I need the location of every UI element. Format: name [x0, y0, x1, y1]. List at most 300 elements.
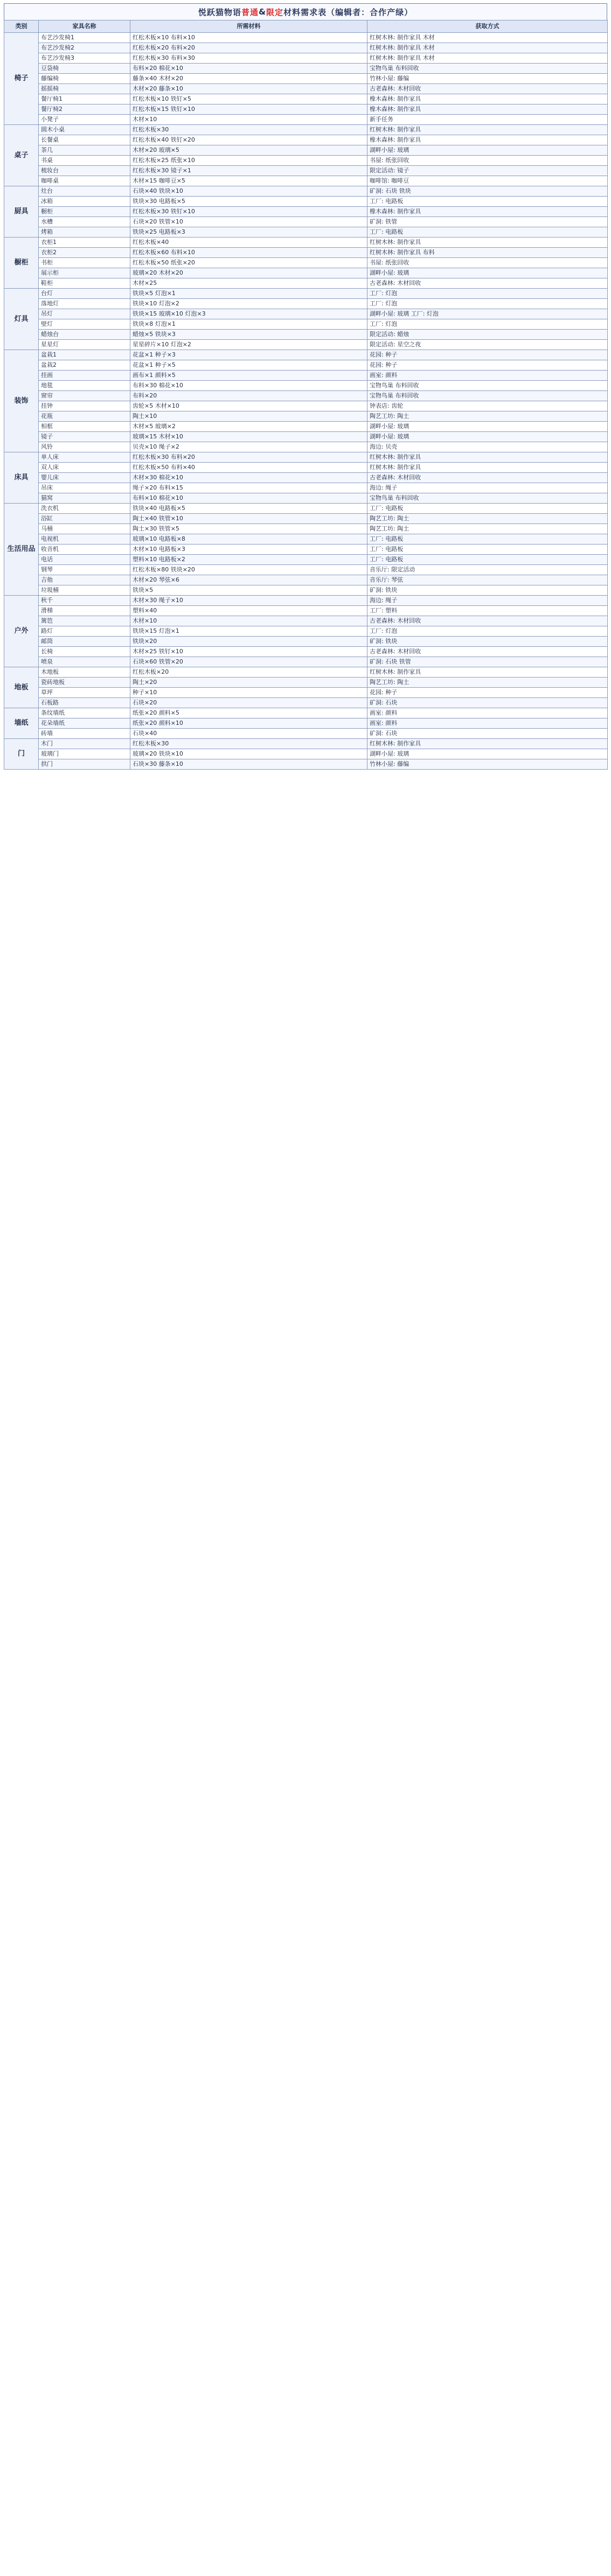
item-name-cell: 单人床	[39, 452, 130, 463]
materials-cell: 木材×20 藤条×10	[130, 84, 367, 94]
materials-cell: 花盆×1 种子×3	[130, 350, 367, 360]
source-cell: 工厂: 灯泡	[367, 299, 608, 309]
materials-cell: 木材×25	[130, 278, 367, 289]
sheet-title	[4, 3, 607, 20]
table-row	[4, 391, 608, 401]
table-row	[4, 84, 608, 94]
source-cell: 橡木森林: 制作家具	[367, 104, 608, 115]
materials-cell: 红松木板×10 布料×10	[130, 33, 367, 43]
materials-cell: 塑料×10 电路板×2	[130, 555, 367, 565]
header-name: 家具名称	[39, 20, 130, 33]
materials-cell: 布料×10 棉花×10	[130, 493, 367, 504]
table-row	[4, 667, 608, 678]
source-cell: 红树木林: 制作家具	[367, 452, 608, 463]
source-cell: 古老森林: 木材回收	[367, 647, 608, 657]
header-row	[4, 20, 608, 33]
materials-cell: 陶土×30 铁管×5	[130, 524, 367, 534]
header-materials: 所需材料	[130, 20, 367, 33]
source-cell: 咖啡馆: 咖啡豆	[367, 176, 608, 186]
table-row	[4, 729, 608, 739]
item-name-cell: 砖墙	[39, 729, 130, 739]
item-name-cell: 马桶	[39, 524, 130, 534]
materials-cell: 红松木板×20 布料×20	[130, 43, 367, 53]
materials-cell: 铁块×25 电路板×3	[130, 227, 367, 238]
source-cell: 古老森林: 木材回收	[367, 473, 608, 483]
table-row	[4, 759, 608, 770]
materials-cell: 玻璃×20 铁块×10	[130, 749, 367, 759]
source-cell: 限定活动: 蜡烛	[367, 330, 608, 340]
materials-cell: 木材×20 玻璃×5	[130, 145, 367, 156]
materials-cell: 木材×10	[130, 115, 367, 125]
item-name-cell: 猫窝	[39, 493, 130, 504]
item-name-cell: 长餐桌	[39, 135, 130, 145]
item-name-cell: 吊灯	[39, 309, 130, 319]
table-row	[4, 248, 608, 258]
category-cell: 墙纸	[4, 708, 39, 739]
title-seg2: 限定	[266, 7, 284, 17]
materials-cell: 红松木板×30 布料×20	[130, 452, 367, 463]
source-cell: 矿洞: 铁管	[367, 217, 608, 227]
item-name-cell: 滑梯	[39, 606, 130, 616]
table-row	[4, 606, 608, 616]
source-cell: 海边: 绳子	[367, 596, 608, 606]
item-name-cell: 电视机	[39, 534, 130, 544]
table-body	[4, 33, 608, 770]
source-cell: 湖畔小屋: 玻璃	[367, 432, 608, 442]
source-cell: 矿洞: 铁块	[367, 637, 608, 647]
materials-cell: 红松木板×25 纸张×10	[130, 156, 367, 166]
item-name-cell: 婴儿床	[39, 473, 130, 483]
item-name-cell: 地毯	[39, 381, 130, 391]
table-row	[4, 473, 608, 483]
materials-cell: 陶土×10	[130, 411, 367, 422]
table-row	[4, 207, 608, 217]
materials-cell: 贝壳×10 绳子×2	[130, 442, 367, 452]
materials-cell: 纸张×20 颜料×5	[130, 708, 367, 718]
materials-cell: 铁块×30 电路板×5	[130, 197, 367, 207]
source-cell: 工厂: 塑料	[367, 606, 608, 616]
table-row	[4, 268, 608, 278]
item-name-cell: 相框	[39, 422, 130, 432]
materials-cell: 红松木板×30 铁钉×10	[130, 207, 367, 217]
source-cell: 橡木森林: 制作家具	[367, 135, 608, 145]
source-cell: 矿洞: 石块 铁管	[367, 657, 608, 667]
item-name-cell: 吊床	[39, 483, 130, 493]
item-name-cell: 布艺沙发椅1	[39, 33, 130, 43]
item-name-cell: 衣柜1	[39, 238, 130, 248]
item-name-cell: 书柜	[39, 258, 130, 268]
category-cell: 地板	[4, 667, 39, 708]
table-row	[4, 278, 608, 289]
source-cell: 红树木林: 制作家具 木材	[367, 43, 608, 53]
table-row	[4, 575, 608, 585]
table-row	[4, 688, 608, 698]
source-cell: 陶艺工坊: 陶土	[367, 678, 608, 688]
item-name-cell: 木门	[39, 739, 130, 749]
materials-cell: 红松木板×30	[130, 739, 367, 749]
materials-cell: 铁块×40 电路板×5	[130, 504, 367, 514]
source-cell: 宝物鸟巢 布料回收	[367, 493, 608, 504]
source-cell: 宝物鸟巢 布料回收	[367, 64, 608, 74]
table-row	[4, 238, 608, 248]
source-cell: 湖畔小屋: 玻璃	[367, 749, 608, 759]
materials-cell: 玻璃×10 电路板×8	[130, 534, 367, 544]
table-row	[4, 166, 608, 176]
item-name-cell: 邮筒	[39, 637, 130, 647]
source-cell: 工厂: 电路板	[367, 555, 608, 565]
source-cell: 竹林小屋: 藤编	[367, 759, 608, 770]
item-name-cell: 草坪	[39, 688, 130, 698]
source-cell: 红树木林: 制作家具	[367, 667, 608, 678]
item-name-cell: 花朵墙纸	[39, 718, 130, 729]
source-cell: 花园: 种子	[367, 360, 608, 371]
materials-cell: 石块×40	[130, 729, 367, 739]
category-cell: 厨具	[4, 186, 39, 238]
table-row	[4, 125, 608, 135]
table-row	[4, 698, 608, 708]
materials-cell: 木材×20 琴弦×6	[130, 575, 367, 585]
materials-cell: 藤条×40 木材×20	[130, 74, 367, 84]
table-row	[4, 647, 608, 657]
table-row	[4, 135, 608, 145]
table-row	[4, 176, 608, 186]
item-name-cell: 茶几	[39, 145, 130, 156]
item-name-cell: 咖啡桌	[39, 176, 130, 186]
item-name-cell: 吉他	[39, 575, 130, 585]
item-name-cell: 木地板	[39, 667, 130, 678]
materials-cell: 铁块×8 灯泡×1	[130, 319, 367, 330]
source-cell: 限定活动: 镜子	[367, 166, 608, 176]
table-row	[4, 145, 608, 156]
category-cell: 灯具	[4, 289, 39, 350]
source-cell: 红树木林: 制作家具	[367, 238, 608, 248]
item-name-cell: 小凳子	[39, 115, 130, 125]
item-name-cell: 拱门	[39, 759, 130, 770]
materials-cell: 红松木板×50 布料×40	[130, 463, 367, 473]
materials-cell: 红松木板×10 铁钉×5	[130, 94, 367, 104]
source-cell: 钟表店: 齿轮	[367, 401, 608, 411]
category-cell: 床具	[4, 452, 39, 504]
materials-cell: 木材×25 铁钉×10	[130, 647, 367, 657]
table-row	[4, 708, 608, 718]
category-cell: 生活用品	[4, 504, 39, 596]
source-cell: 矿洞: 石块	[367, 698, 608, 708]
table-row	[4, 524, 608, 534]
materials-cell: 红松木板×30 镜子×1	[130, 166, 367, 176]
source-cell: 红树木林: 制作家具	[367, 739, 608, 749]
table-row	[4, 94, 608, 104]
table-row	[4, 217, 608, 227]
table-row	[4, 718, 608, 729]
source-cell: 陶艺工坊: 陶土	[367, 411, 608, 422]
item-name-cell: 梳妆台	[39, 166, 130, 176]
source-cell: 画室: 颜料	[367, 718, 608, 729]
materials-cell: 玻璃×20 木材×20	[130, 268, 367, 278]
item-name-cell: 灶台	[39, 186, 130, 197]
item-name-cell: 花瓶	[39, 411, 130, 422]
materials-cell: 红松木板×30	[130, 125, 367, 135]
materials-cell: 铁块×15 玻璃×10 灯泡×3	[130, 309, 367, 319]
title-prefix: 悦跃猫物语	[198, 7, 241, 17]
materials-cell: 木材×15 咖啡豆×5	[130, 176, 367, 186]
item-name-cell: 餐厅椅1	[39, 94, 130, 104]
source-cell: 湖畔小屋: 玻璃	[367, 145, 608, 156]
source-cell: 湖畔小屋: 玻璃 工厂: 灯泡	[367, 309, 608, 319]
table-row	[4, 534, 608, 544]
materials-cell: 纸张×20 颜料×10	[130, 718, 367, 729]
source-cell: 红树木林: 制作家具 木材	[367, 33, 608, 43]
item-name-cell: 篱笆	[39, 616, 130, 626]
table-row	[4, 616, 608, 626]
item-name-cell: 豆袋椅	[39, 64, 130, 74]
item-name-cell: 秋千	[39, 596, 130, 606]
source-cell: 新手任务	[367, 115, 608, 125]
table-row	[4, 514, 608, 524]
table-row	[4, 657, 608, 667]
table-row	[4, 381, 608, 391]
source-cell: 海边: 贝壳	[367, 442, 608, 452]
table-row	[4, 585, 608, 596]
source-cell: 工厂: 灯泡	[367, 626, 608, 637]
item-name-cell: 风铃	[39, 442, 130, 452]
source-cell: 竹林小屋: 藤编	[367, 74, 608, 84]
materials-cell: 木材×30 棉花×10	[130, 473, 367, 483]
materials-cell: 石块×20 铁管×10	[130, 217, 367, 227]
materials-cell: 玻璃×15 木材×10	[130, 432, 367, 442]
materials-cell: 红松木板×60 布料×10	[130, 248, 367, 258]
source-cell: 红树木林: 制作家具 木材	[367, 53, 608, 64]
table-row	[4, 739, 608, 749]
item-name-cell: 窗帘	[39, 391, 130, 401]
table-row	[4, 309, 608, 319]
materials-sheet	[4, 3, 607, 770]
table-row	[4, 64, 608, 74]
materials-cell: 铁块×5	[130, 585, 367, 596]
item-name-cell: 展示柜	[39, 268, 130, 278]
item-name-cell: 盆栽2	[39, 360, 130, 371]
source-cell: 海边: 绳子	[367, 483, 608, 493]
materials-cell: 布料×20 棉花×10	[130, 64, 367, 74]
source-cell: 工厂: 电路板	[367, 227, 608, 238]
source-cell: 工厂: 灯泡	[367, 319, 608, 330]
item-name-cell: 钢琴	[39, 565, 130, 575]
materials-cell: 石块×30 藤条×10	[130, 759, 367, 770]
item-name-cell: 橱柜	[39, 207, 130, 217]
table-row	[4, 299, 608, 309]
source-cell: 工厂: 电路板	[367, 534, 608, 544]
table-row	[4, 493, 608, 504]
item-name-cell: 喷泉	[39, 657, 130, 667]
item-name-cell: 台灯	[39, 289, 130, 299]
materials-cell: 布料×30 棉花×10	[130, 381, 367, 391]
item-name-cell: 路灯	[39, 626, 130, 637]
table-row	[4, 186, 608, 197]
source-cell: 宝物鸟巢 布料回收	[367, 391, 608, 401]
source-cell: 书屋: 纸张回收	[367, 156, 608, 166]
table-row	[4, 555, 608, 565]
table-row	[4, 340, 608, 350]
source-cell: 音乐厅: 限定活动	[367, 565, 608, 575]
source-cell: 湖畔小屋: 玻璃	[367, 422, 608, 432]
materials-cell: 花盆×1 种子×5	[130, 360, 367, 371]
source-cell: 古老森林: 木材回收	[367, 278, 608, 289]
item-name-cell: 石板路	[39, 698, 130, 708]
title-seg1: 普通	[241, 7, 259, 17]
source-cell: 矿洞: 铁块	[367, 585, 608, 596]
item-name-cell: 双人床	[39, 463, 130, 473]
materials-cell: 画布×1 颜料×5	[130, 371, 367, 381]
item-name-cell: 壁灯	[39, 319, 130, 330]
table-row	[4, 115, 608, 125]
source-cell: 湖畔小屋: 玻璃	[367, 268, 608, 278]
source-cell: 花园: 种子	[367, 350, 608, 360]
header-category: 类别	[4, 20, 39, 33]
materials-cell: 铁块×10 灯泡×2	[130, 299, 367, 309]
item-name-cell: 玻璃门	[39, 749, 130, 759]
item-name-cell: 水槽	[39, 217, 130, 227]
category-cell: 门	[4, 739, 39, 770]
item-name-cell: 布艺沙发椅3	[39, 53, 130, 64]
materials-cell: 红松木板×40	[130, 238, 367, 248]
materials-cell: 木材×5 玻璃×2	[130, 422, 367, 432]
table-row	[4, 626, 608, 637]
source-cell: 古老森林: 木材回收	[367, 84, 608, 94]
item-name-cell: 收音机	[39, 544, 130, 555]
materials-cell: 石块×40 铁块×10	[130, 186, 367, 197]
table-row	[4, 227, 608, 238]
source-cell: 红树木林: 制作家具 布料	[367, 248, 608, 258]
item-name-cell: 电话	[39, 555, 130, 565]
table-row	[4, 43, 608, 53]
materials-cell: 布料×20	[130, 391, 367, 401]
item-name-cell: 蜡烛台	[39, 330, 130, 340]
item-name-cell: 冰箱	[39, 197, 130, 207]
materials-cell: 石块×60 铁管×20	[130, 657, 367, 667]
source-cell: 红树木林: 制作家具	[367, 463, 608, 473]
table-row	[4, 411, 608, 422]
source-cell: 古老森林: 木材回收	[367, 616, 608, 626]
materials-cell: 木材×30 绳子×10	[130, 596, 367, 606]
table-row	[4, 350, 608, 360]
table-row	[4, 258, 608, 268]
table-row	[4, 565, 608, 575]
source-cell: 工厂: 灯泡	[367, 289, 608, 299]
table-row	[4, 422, 608, 432]
item-name-cell: 星星灯	[39, 340, 130, 350]
source-cell: 工厂: 电路板	[367, 197, 608, 207]
materials-cell: 蜡烛×5 铁块×3	[130, 330, 367, 340]
table-row	[4, 678, 608, 688]
item-name-cell: 烤箱	[39, 227, 130, 238]
table-row	[4, 33, 608, 43]
materials-cell: 星星碎片×10 灯泡×2	[130, 340, 367, 350]
materials-cell: 木材×10 电路板×3	[130, 544, 367, 555]
materials-cell: 红松木板×30 布料×30	[130, 53, 367, 64]
table-row	[4, 401, 608, 411]
table-row	[4, 74, 608, 84]
table-row	[4, 371, 608, 381]
source-cell: 陶艺工坊: 陶土	[367, 524, 608, 534]
source-cell: 红树木林: 制作家具	[367, 125, 608, 135]
item-name-cell: 鞋柜	[39, 278, 130, 289]
table-row	[4, 596, 608, 606]
item-name-cell: 藤编椅	[39, 74, 130, 84]
source-cell: 矿洞: 石块 铁块	[367, 186, 608, 197]
category-cell: 橱柜	[4, 238, 39, 289]
item-name-cell: 洗衣机	[39, 504, 130, 514]
materials-cell: 红松木板×40 铁钉×20	[130, 135, 367, 145]
source-cell: 矿洞: 石块	[367, 729, 608, 739]
item-name-cell: 瓷砖地板	[39, 678, 130, 688]
materials-cell: 陶土×40 铁管×10	[130, 514, 367, 524]
materials-cell: 红松木板×80 铁块×20	[130, 565, 367, 575]
source-cell: 花园: 种子	[367, 688, 608, 698]
item-name-cell: 盆栽1	[39, 350, 130, 360]
table-row	[4, 289, 608, 299]
materials-cell: 红松木板×15 铁钉×10	[130, 104, 367, 115]
item-name-cell: 摇摇椅	[39, 84, 130, 94]
table-row	[4, 319, 608, 330]
source-cell: 书屋: 纸张回收	[367, 258, 608, 268]
header-source: 获取方式	[367, 20, 608, 33]
item-name-cell: 垃圾桶	[39, 585, 130, 596]
materials-table	[4, 20, 608, 770]
source-cell: 限定活动: 星空之夜	[367, 340, 608, 350]
materials-cell: 红松木板×20	[130, 667, 367, 678]
source-cell: 橡木森林: 制作家具	[367, 207, 608, 217]
table-row	[4, 104, 608, 115]
materials-cell: 种子×10	[130, 688, 367, 698]
table-row	[4, 463, 608, 473]
materials-cell: 塑料×40	[130, 606, 367, 616]
materials-cell: 绳子×20 布料×15	[130, 483, 367, 493]
source-cell: 工厂: 电路板	[367, 504, 608, 514]
table-row	[4, 53, 608, 64]
item-name-cell: 浴缸	[39, 514, 130, 524]
table-row	[4, 483, 608, 493]
materials-cell: 陶土×20	[130, 678, 367, 688]
table-row	[4, 156, 608, 166]
table-row	[4, 749, 608, 759]
item-name-cell: 布艺沙发椅2	[39, 43, 130, 53]
item-name-cell: 圆木小桌	[39, 125, 130, 135]
table-row	[4, 544, 608, 555]
category-cell: 装饰	[4, 350, 39, 452]
item-name-cell: 衣柜2	[39, 248, 130, 258]
category-cell: 户外	[4, 596, 39, 667]
table-row	[4, 330, 608, 340]
materials-cell: 木材×10	[130, 616, 367, 626]
title-suffix: 材料需求表（编辑者：合作产绿）	[283, 7, 413, 17]
item-name-cell: 条纹墙纸	[39, 708, 130, 718]
table-row	[4, 432, 608, 442]
item-name-cell: 镜子	[39, 432, 130, 442]
category-cell: 桌子	[4, 125, 39, 186]
table-row	[4, 452, 608, 463]
item-name-cell: 餐厅椅2	[39, 104, 130, 115]
source-cell: 陶艺工坊: 陶土	[367, 514, 608, 524]
materials-cell: 铁块×20	[130, 637, 367, 647]
materials-cell: 红松木板×50 纸张×20	[130, 258, 367, 268]
source-cell: 画室: 颜料	[367, 371, 608, 381]
table-row	[4, 504, 608, 514]
materials-cell: 石块×20	[130, 698, 367, 708]
source-cell: 音乐厅: 琴弦	[367, 575, 608, 585]
source-cell: 工厂: 电路板	[367, 544, 608, 555]
source-cell: 橡木森林: 制作家具	[367, 94, 608, 104]
materials-cell: 铁块×15 灯泡×1	[130, 626, 367, 637]
table-row	[4, 637, 608, 647]
